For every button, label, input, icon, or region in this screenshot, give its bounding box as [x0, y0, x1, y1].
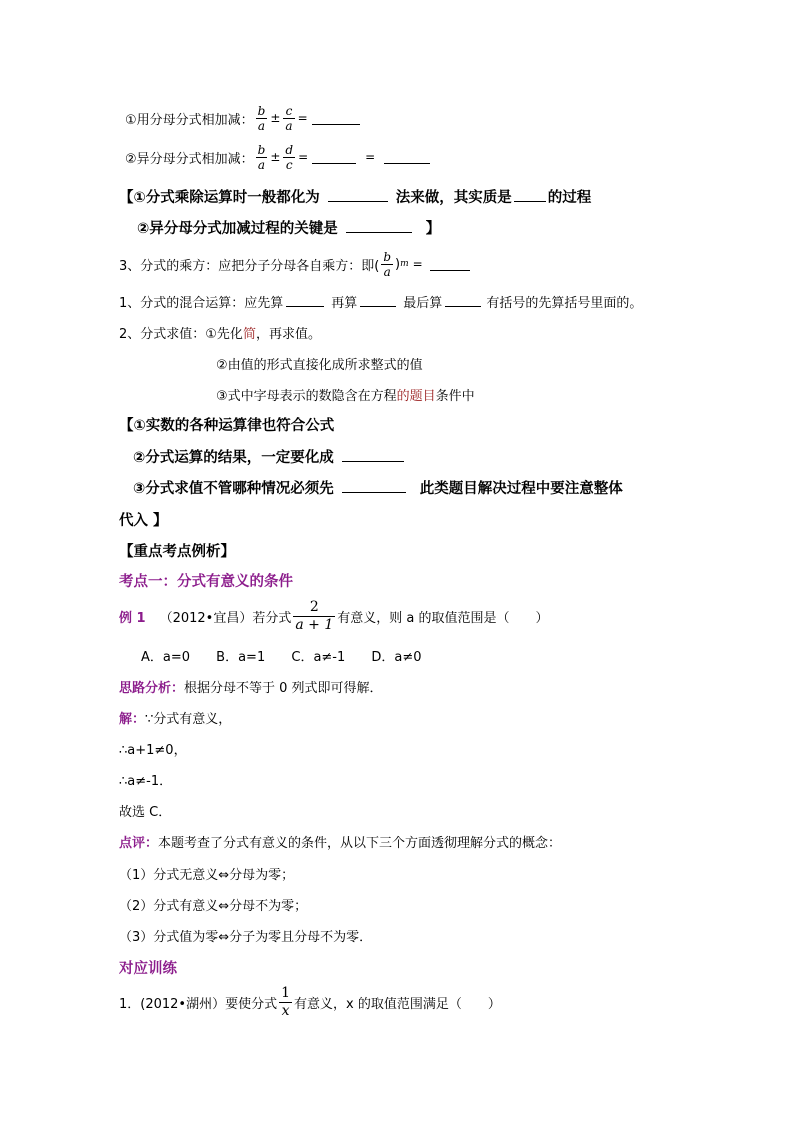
- different-denominator-rule: ②异分母分式相加减： $\frac{b}{a}$ ± $\frac{d}{c}$ = =: [125, 139, 433, 175]
- answer-blank: [312, 151, 356, 164]
- answer-options: [141, 646, 422, 665]
- answer-blank: [360, 294, 396, 307]
- option: C．a≠-1: [291, 650, 346, 665]
- option: D．a≠0: [371, 650, 422, 665]
- mixed-operations-rule: 1、分式的混合运算：应先算 再算 最后算 有括号的先算括号里面的。: [119, 296, 643, 311]
- note-line: ②异分母分式加减过程的关键是 】: [137, 221, 441, 237]
- analysis: 思路分析：根据分母不等于 0 列式即可得解．: [119, 681, 383, 696]
- fraction: $\frac{1}{x}$: [281, 984, 291, 1019]
- practice-heading: 对应训练: [119, 961, 177, 977]
- rule-label: ①用分母分式相加减：: [125, 112, 254, 128]
- comment-item: （1）分式无意义⇔分母为零；: [119, 868, 295, 883]
- answer-blank: [514, 189, 546, 202]
- rule-label: ②异分母分式相加减：: [125, 151, 254, 167]
- fraction: $\frac{2}{a + 1}$: [295, 598, 334, 633]
- comment-item: （2）分式有意义⇔分母不为零；: [119, 899, 308, 914]
- practice-question: 1．(2012•湖州）要使分式 $\frac{1}{x}$ 有意义，x 的取值范围满足（ ）: [119, 984, 501, 1019]
- same-denominator-rule: ①用分母分式相加减： $\frac{b}{a}$ ± $\frac{c}{a}$ =: [125, 100, 363, 136]
- note-line: ②分式运算的结果，一定要化成: [133, 446, 412, 467]
- evaluate-rule: ②由值的形式直接化成所求整式的值: [216, 358, 423, 373]
- fraction: $\frac{b}{a}$: [257, 103, 266, 133]
- answer-blank: [342, 480, 406, 493]
- note-line: 【①分式乘除运算时一般都化为 法来做，其实质是 的过程: [119, 190, 592, 206]
- solution-line: 解：∵分式有意义，: [119, 712, 232, 727]
- fraction: $\frac{b}{a}$: [257, 142, 266, 172]
- note-line: ③分式求值不管哪种情况必须先 此类题目解决过程中要注意整体: [133, 481, 623, 497]
- example-label: 例 1: [119, 610, 146, 626]
- evaluate-rule: 2、分式求值：①先化简，再求值。: [119, 327, 321, 342]
- fraction: $\frac{c}{a}$: [285, 103, 293, 133]
- answer-blank: [286, 294, 324, 307]
- answer-blank: [346, 220, 412, 233]
- answer-blank: [342, 449, 404, 462]
- option: A．a=0: [141, 650, 191, 665]
- answer-blank: [445, 294, 481, 307]
- fraction: $\frac{b}{a}$: [383, 249, 392, 279]
- power-rule: 3、分式的乘方：应把分子分母各自乘方：即( $\frac{b}{a}$ ) m =: [119, 244, 473, 284]
- answer-blank: [328, 189, 388, 202]
- comment-item: （3）分式值为零⇔分子为零且分母不为零．: [119, 930, 373, 945]
- solution-line: ∴a+1≠0，: [119, 743, 187, 758]
- solution-line: ∴a≠-1．: [119, 774, 173, 789]
- note-line: 【①实数的各种运算律也符合公式: [119, 418, 335, 434]
- comment: 点评：本题考查了分式有意义的条件，从以下三个方面透彻理解分式的概念：: [119, 836, 562, 851]
- section-title: 【重点考点例析】: [119, 544, 235, 560]
- answer-blank: [312, 112, 360, 125]
- answer-blank: [430, 258, 470, 271]
- fraction: $\frac{d}{c}$: [285, 142, 294, 172]
- example-question: 例 1 （2012•宜昌）若分式 $\frac{2}{a + 1}$ 有意义，则 a 的取值范围是（ ）: [119, 598, 549, 633]
- evaluate-rule: ③式中字母表示的数隐含在方程的题目条件中: [216, 389, 475, 404]
- option: B．a=1: [216, 650, 266, 665]
- topic-heading: 考点一：分式有意义的条件: [119, 574, 293, 590]
- answer-blank: [384, 151, 430, 164]
- note-line: 代入 】: [119, 513, 168, 529]
- solution-line: 故选 C．: [119, 805, 172, 820]
